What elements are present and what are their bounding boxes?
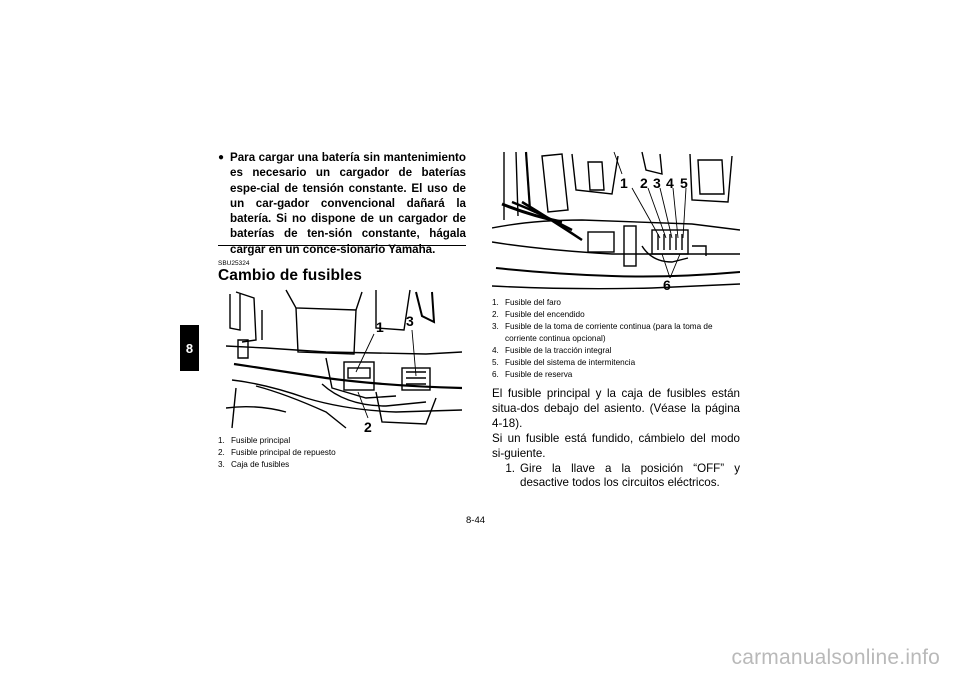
caption-row: 3. Caja de fusibles	[218, 460, 290, 469]
section-divider	[218, 245, 466, 246]
page-number: 8-44	[466, 515, 486, 526]
fig2-callout-4: 4	[666, 175, 674, 191]
watermark: carmanualsonline.info	[731, 646, 940, 669]
caption-row: 1. Fusible principal	[218, 436, 291, 445]
caption-row: 1. Fusible del faro	[492, 298, 561, 307]
body-paragraph: El fusible principal y la caja de fusibles están situa-dos debajo del asiento. (Véase la página 4-18).	[492, 387, 740, 430]
figure1-captions	[218, 435, 466, 471]
fig2-callout-1: 1	[620, 175, 628, 191]
step-number: 1.	[505, 461, 515, 475]
caption-row: 2. Fusible del encendido	[492, 310, 585, 319]
fig1-callout-2: 2	[364, 419, 372, 434]
chapter-tab	[180, 325, 199, 371]
caption-row: 4. Fusible de la tracción integral	[492, 346, 612, 355]
caption-row: 5. Fusible del sistema de intermitencia	[492, 358, 636, 367]
caption-row: 6. Fusible de reserva	[492, 370, 573, 379]
fig2-callout-6: 6	[663, 277, 671, 293]
fig2-callout-3: 3	[653, 175, 661, 191]
warning-item	[218, 150, 466, 257]
chapter-number: 8	[185, 340, 194, 356]
left-column	[218, 150, 466, 257]
right-column	[492, 297, 740, 491]
figure-fuse-box	[492, 150, 740, 296]
body-paragraph: Si un fusible está fundido, cámbielo del modo si-guiente.	[492, 431, 740, 460]
figure-main-fuse	[226, 288, 462, 434]
section-title: Cambio de fusibles	[218, 267, 362, 284]
fig2-callout-2: 2	[640, 175, 648, 191]
step-item	[492, 462, 740, 492]
step-text: Gire la llave a la posición “OFF” y desactive todos los circuitos eléctricos.	[520, 461, 740, 490]
caption-row: 3. Fusible de la toma de corriente continua (para la toma de corriente continua opcional)	[492, 322, 713, 343]
section-code: SBU25324	[218, 260, 250, 267]
caption-row: 2. Fusible principal de repuesto	[218, 448, 336, 457]
fig2-callout-5: 5	[680, 175, 688, 191]
fig1-callout-1: 1	[376, 319, 384, 335]
figure2-captions	[492, 297, 740, 381]
warning-text: Para cargar una batería sin mantenimiento es necesario un cargador de baterías espe-cial de tensión constante. El uso de un car-gador convencional dañará la batería. Si no dispone de un cargador de baterías de ten-sión constante, hágala cargar en un conce-sionario Yamaha.	[230, 151, 466, 256]
bullet-icon: ●	[218, 152, 225, 163]
fig1-callout-3: 3	[406, 313, 414, 329]
